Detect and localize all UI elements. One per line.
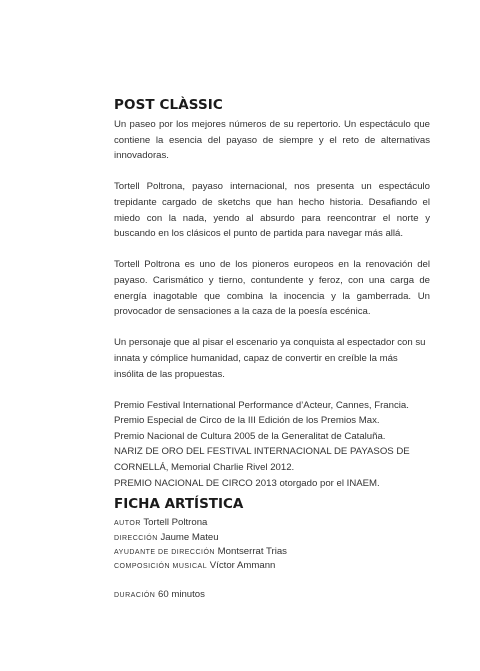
credit-role: AUTOR (114, 520, 141, 528)
credit-role: COMPOSICIÓN MUSICAL (114, 563, 208, 571)
credit-composicion-musical (114, 559, 430, 573)
page-title: POST CLÀSSIC (114, 97, 223, 113)
awards-list (114, 398, 430, 492)
award-item: Premio Nacional de Cultura 2005 de la Generalitat de Cataluña. (114, 430, 386, 442)
ficha-heading: FICHA ARTÍSTICA (114, 496, 244, 513)
duration-value: 60 minutos (158, 588, 205, 600)
credit-ayudante-direccion (114, 545, 430, 559)
paragraph-gap (114, 320, 430, 336)
award-item: PREMIO NACIONAL DE CIRCO 2013 otorgado por el INAEM. (114, 477, 380, 489)
credit-autor (114, 516, 430, 530)
paragraph-presentation: Tortell Poltrona, payaso internacional, nos presenta un espectáculo trepidante cargado de sketchs que han hecho historia. Desafiando el miedo con la nada, yendo al absurdo para reencontrar el norte y buscando en los clásicos el punto de partida para navegar más allá. (114, 181, 430, 240)
award-item: Premio Especial de Circo de la III Edición de los Premios Max. (114, 415, 380, 427)
duration (114, 588, 430, 602)
paragraph-pioneer: Tortell Poltrona es uno de los pioneros europeos en la renovación del payaso. Carismático y tierno, contundente y feroz, con una carga de energía inagotable que combina la inocencia y la gamberrada. Un provocador de sensaciones a la caza de la poesía escénica. (114, 259, 430, 318)
credit-name: Tortell Poltrona (143, 517, 208, 529)
credit-name: Montserrat Trias (217, 546, 287, 558)
credit-role: AYUDANTE DE DIRECCIÓN (114, 549, 215, 557)
document-page (114, 97, 430, 602)
duration-label: DURACIÓN (114, 591, 156, 599)
paragraph-intro: Un paseo por los mejores números de su repertorio. Un espectáculo que contiene la esencia del payaso de siempre y el reto de alternativas innovadoras. (114, 119, 430, 162)
credit-direccion (114, 531, 430, 545)
paragraph-gap (114, 242, 430, 258)
award-item: NARIZ DE ORO DEL FESTIVAL INTERNACIONAL DE PAYASOS DE CORNELLÁ, Memorial Charlie Rivel 2012. (114, 446, 410, 474)
paragraph-character: Un personaje que al pisar el escenario ya conquista al espectador con su innata y cómplice humanidad, capaz de convertir en creíble la más insólita de las propuestas. (114, 337, 426, 380)
paragraph-gap (114, 164, 430, 180)
credit-role: DIRECCIÓN (114, 534, 158, 542)
credit-name: Víctor Ammann (209, 560, 276, 572)
award-item: Premio Festival International Performance d’Acteur, Cannes, Francia. (114, 399, 409, 411)
paragraph-gap (114, 382, 430, 398)
credit-name: Jaume Mateu (160, 531, 219, 543)
